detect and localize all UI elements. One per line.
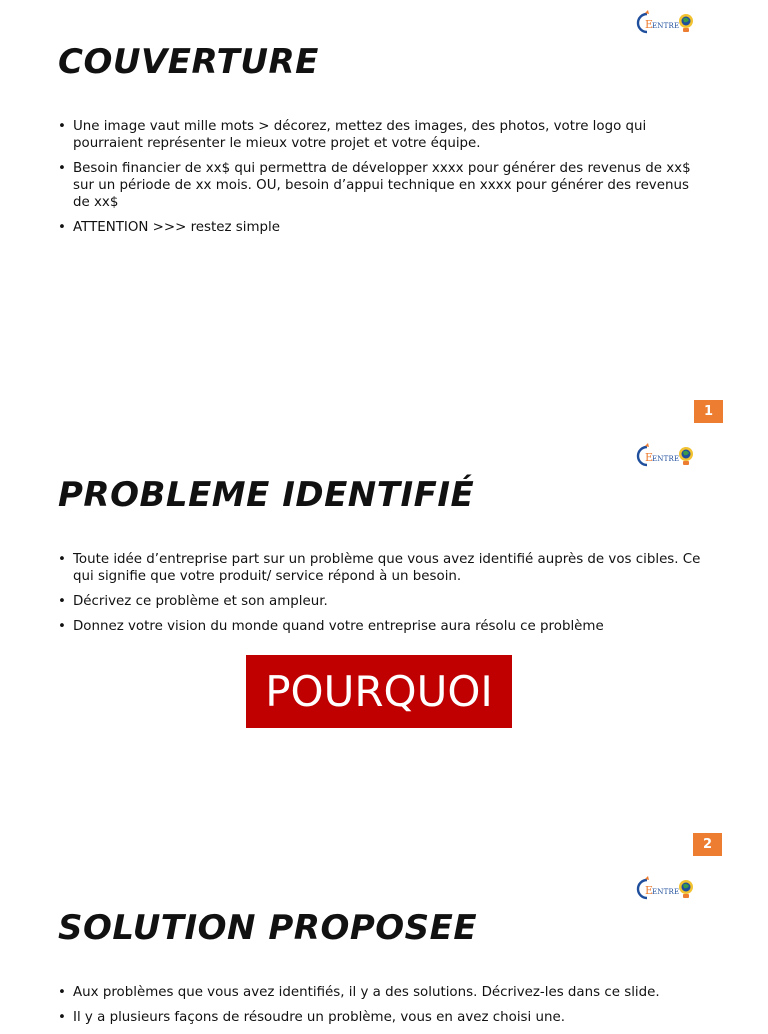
svg-text:E: E [645,451,654,464]
slide-1 [0,0,768,433]
logo [636,443,698,469]
logo-graphic [636,10,698,36]
bullet-text: ATTENTION >>> restez simple [73,220,280,235]
bullet-text: Toute idée d’entreprise part sur un problème que vous avez identifié auprès de vos cibles. Ce qui signifie que votre produit/ service répond à un besoin. [73,552,701,584]
svg-text:ENTRE: ENTRE [652,455,680,463]
bullet-dot: • [58,594,66,609]
slide-2 [0,433,768,866]
lightbulb-globe-icon [679,880,693,898]
bullet-dot: • [58,619,66,634]
list-item [58,618,708,635]
slide-title: COUVERTURE [58,42,319,82]
lightbulb-globe-icon [679,447,693,465]
logo [636,10,698,36]
svg-text:E: E [645,18,654,31]
bullet-text: Une image vaut mille mots > décorez, mettez des images, des photos, votre logo qui pourraient représenter le mieux votre projet et votre équipe. [73,119,647,151]
bullet-dot: • [58,220,66,235]
svg-text:E: E [645,884,654,897]
list-item [58,118,708,152]
list-item [58,984,708,1001]
bullet-dot: • [58,1010,66,1025]
pourquoi-callout: POURQUOI [246,655,512,728]
bullet-dot: • [58,119,66,134]
slide-title: PROBLEME IDENTIFIÉ [58,475,475,515]
svg-text:ENTRE: ENTRE [652,888,680,896]
bullet-list [58,551,708,643]
slide-3 [0,866,768,1024]
logo-graphic [636,876,698,902]
list-item [58,219,708,236]
logo [636,876,698,902]
list-item [58,1009,708,1026]
bullet-list [58,118,708,244]
bullet-text: Décrivez ce problème et son ampleur. [73,594,328,609]
bullet-text: Il y a plusieurs façons de résoudre un problème, vous en avez choisi une. [73,1010,565,1025]
bullet-dot: • [58,552,66,567]
lightbulb-globe-icon [679,14,693,32]
bullet-dot: • [58,161,66,176]
page-number-badge: 2 [693,833,722,856]
list-item [58,160,708,211]
list-item [58,593,708,610]
bullet-dot: • [58,985,66,1000]
logo-graphic [636,443,698,469]
bullet-text: Aux problèmes que vous avez identifiés, il y a des solutions. Décrivez-les dans ce slide. [73,985,660,1000]
bullet-text: Besoin financier de xx$ qui permettra de développer xxxx pour générer des revenus de xx$ sur un période de xx mois. OU, besoin d’appui technique en xxxx pour générer des revenus de xx$ [73,161,691,210]
bullet-list [58,984,708,1034]
list-item [58,551,708,585]
slide-title: SOLUTION PROPOSEE [58,908,478,948]
svg-text:ENTRE: ENTRE [652,22,680,30]
bullet-text: Donnez votre vision du monde quand votre entreprise aura résolu ce problème [73,619,604,634]
page-number-badge: 1 [694,400,723,423]
